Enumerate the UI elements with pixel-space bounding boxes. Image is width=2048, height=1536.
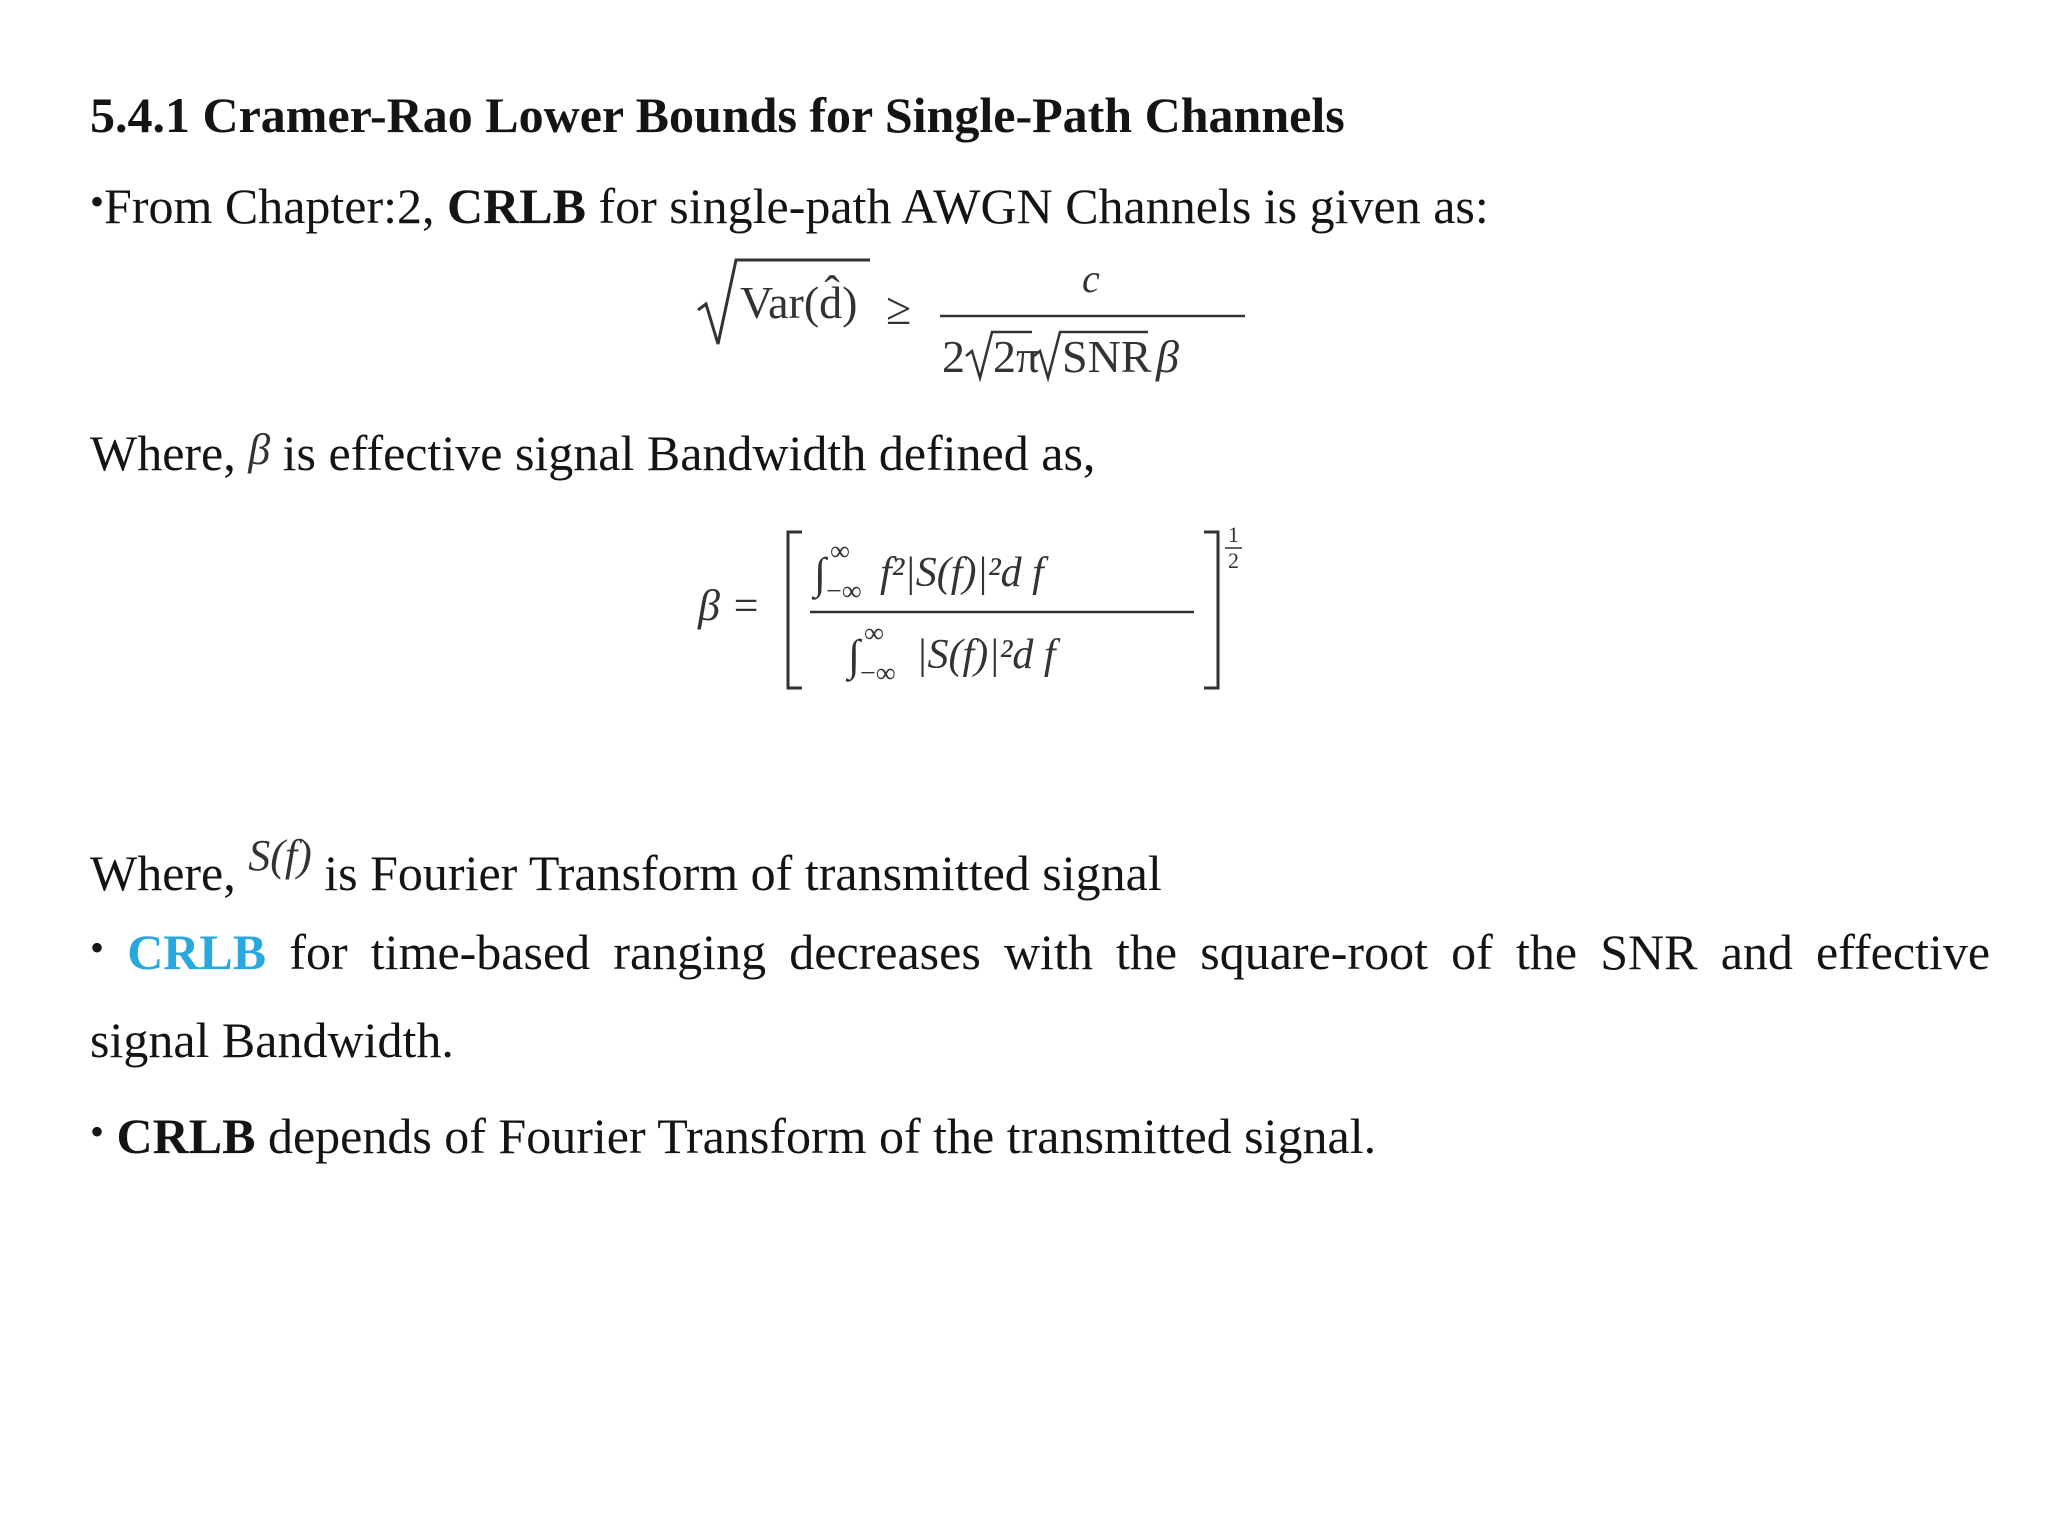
beta-definition-line: [90, 420, 1095, 483]
bullet-marker: •: [90, 925, 105, 970]
denominator-2pi: 2π: [993, 331, 1040, 382]
beta-symbol: β: [248, 425, 271, 474]
bullet3-line: [90, 1102, 1376, 1166]
numerator-integrand: f²|S(f)|²d f: [880, 550, 1044, 596]
s-definition-line: [90, 826, 1162, 903]
bullet2-text: for time-based ranging decreases with the square-root of the SNR and effective: [289, 924, 1991, 980]
exponent-denominator: 2: [1228, 548, 1239, 573]
intro-line: [90, 172, 1489, 236]
intro-prefix: From Chapter:2,: [104, 178, 448, 234]
left-bracket: [788, 532, 802, 688]
numerator-upper-limit: ∞: [830, 536, 850, 567]
crlb-equation: [690, 252, 1270, 392]
section-heading: 5.4.1 Cramer-Rao Lower Bounds for Single-Path Channels: [90, 87, 1345, 143]
denominator-lower-limit: −∞: [860, 658, 896, 689]
numerator-integral-sign: ∫: [814, 549, 827, 598]
numerator-c: c: [1082, 256, 1100, 301]
exponent-numerator: 1: [1228, 522, 1239, 547]
right-bracket: [1204, 532, 1218, 688]
beta-prefix: Where,: [90, 425, 249, 481]
bullet-marker: •: [90, 1109, 105, 1154]
denominator-integrand: |S(f)|²d f: [916, 632, 1056, 678]
geq-sign: ≥: [886, 283, 912, 334]
variance-term: Var(d̂): [740, 277, 858, 328]
denominator-integral-sign: ∫: [848, 631, 861, 680]
beta-suffix: is effective signal Bandwidth defined as,: [270, 425, 1096, 481]
crlb-equation-svg: [690, 252, 1270, 392]
intro-suffix: for single-path AWGN Channels is given as:: [585, 178, 1489, 234]
s-symbol: S(f): [248, 831, 312, 880]
s-suffix: is Fourier Transform of transmitted signal: [311, 845, 1162, 901]
bullet3-crlb-term: CRLB: [116, 1108, 256, 1164]
bullet-marker: •: [90, 179, 105, 224]
denominator-upper-limit: ∞: [864, 618, 884, 649]
denominator-snr: SNR: [1062, 331, 1152, 382]
intro-crlb-term: CRLB: [447, 178, 586, 234]
beta-equation-svg: [690, 520, 1270, 700]
denominator-beta: β: [1156, 331, 1179, 382]
beta-equation: [690, 520, 1270, 700]
beta-lhs: β =: [698, 581, 761, 630]
bullet2-crlb-highlight: CRLB: [127, 924, 267, 980]
bullet2-line1: [90, 918, 1990, 982]
bullet3-text: depends of Fourier Transform of the transmitted signal.: [255, 1108, 1377, 1164]
numerator-lower-limit: −∞: [826, 576, 862, 607]
s-prefix: Where,: [90, 845, 249, 901]
denominator-two: 2: [942, 331, 965, 382]
bullet2-line2: signal Bandwidth.: [90, 1012, 454, 1068]
